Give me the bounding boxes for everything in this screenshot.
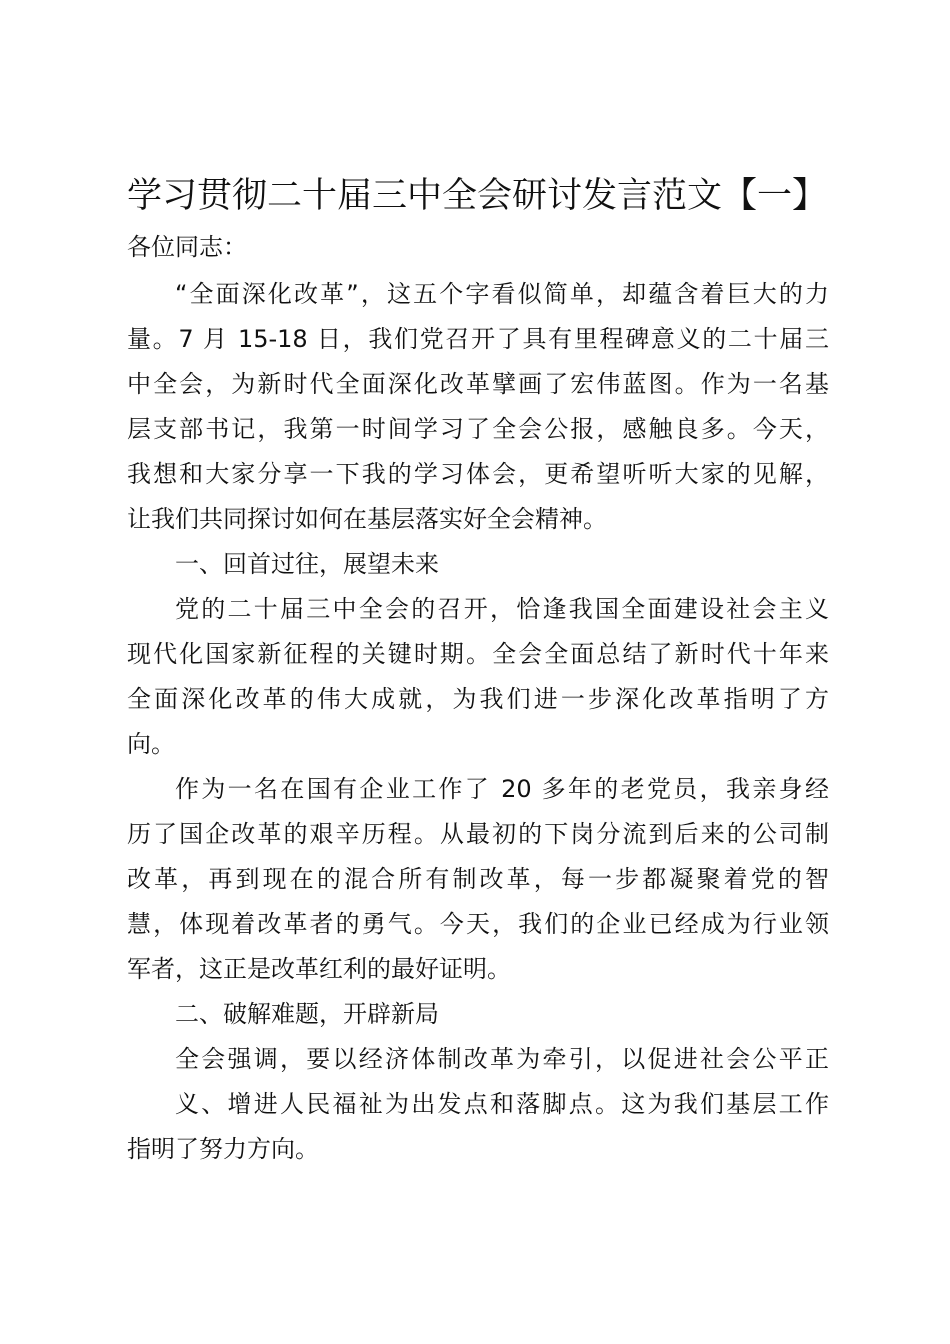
body-line-18: 全会强调，要以经济体制改革为牵引，以促进社会公平正 — [175, 1045, 829, 1073]
body-line-15: 慧，体现着改革者的勇气。今天，我们的企业已经成为行业领 — [127, 910, 829, 938]
document-title: 学习贯彻二十届三中全会研讨发言范文【一】 — [127, 176, 828, 216]
body-line-5: 我想和大家分享一下我的学习体会，更希望听听大家的见解， — [127, 460, 829, 488]
body-line-11: 向。 — [127, 730, 175, 758]
body-line-1: “全面深化改革”，这五个字看似简单，却蕴含着巨大的力 — [175, 280, 829, 308]
body-line-10: 全面深化改革的伟大成就，为我们进一步深化改革指明了方 — [127, 685, 829, 713]
body-line-6: 让我们共同探讨如何在基层落实好全会精神。 — [127, 505, 607, 533]
body-line-14: 改革，再到现在的混合所有制改革，每一步都凝聚着党的智 — [127, 865, 829, 893]
body-line-3: 中全会，为新时代全面深化改革擘画了宏伟蓝图。作为一名基 — [127, 370, 829, 398]
salutation: 各位同志： — [127, 233, 247, 261]
body-line-13: 历了国企改革的艰辛历程。从最初的下岗分流到后来的公司制 — [127, 820, 829, 848]
section-heading-1: 一、回首过往，展望未来 — [175, 550, 439, 578]
body-line-4: 层支部书记，我第一时间学习了全会公报，感触良多。今天， — [127, 415, 829, 443]
body-line-9: 现代化国家新征程的关键时期。全会全面总结了新时代十年来 — [127, 640, 829, 668]
body-line-16: 军者，这正是改革红利的最好证明。 — [127, 955, 511, 983]
body-line-8: 党的二十届三中全会的召开，恰逢我国全面建设社会主义 — [175, 595, 829, 623]
section-heading-2: 二、破解难题，开辟新局 — [175, 1000, 439, 1028]
body-line-20: 指明了努力方向。 — [127, 1135, 319, 1163]
body-line-12: 作为一名在国有企业工作了 20 多年的老党员，我亲身经 — [175, 775, 829, 803]
body-line-19: 义、增进人民福祉为出发点和落脚点。这为我们基层工作 — [175, 1090, 829, 1118]
body-line-2: 量。7 月 15-18 日，我们党召开了具有里程碑意义的二十届三 — [127, 325, 829, 353]
